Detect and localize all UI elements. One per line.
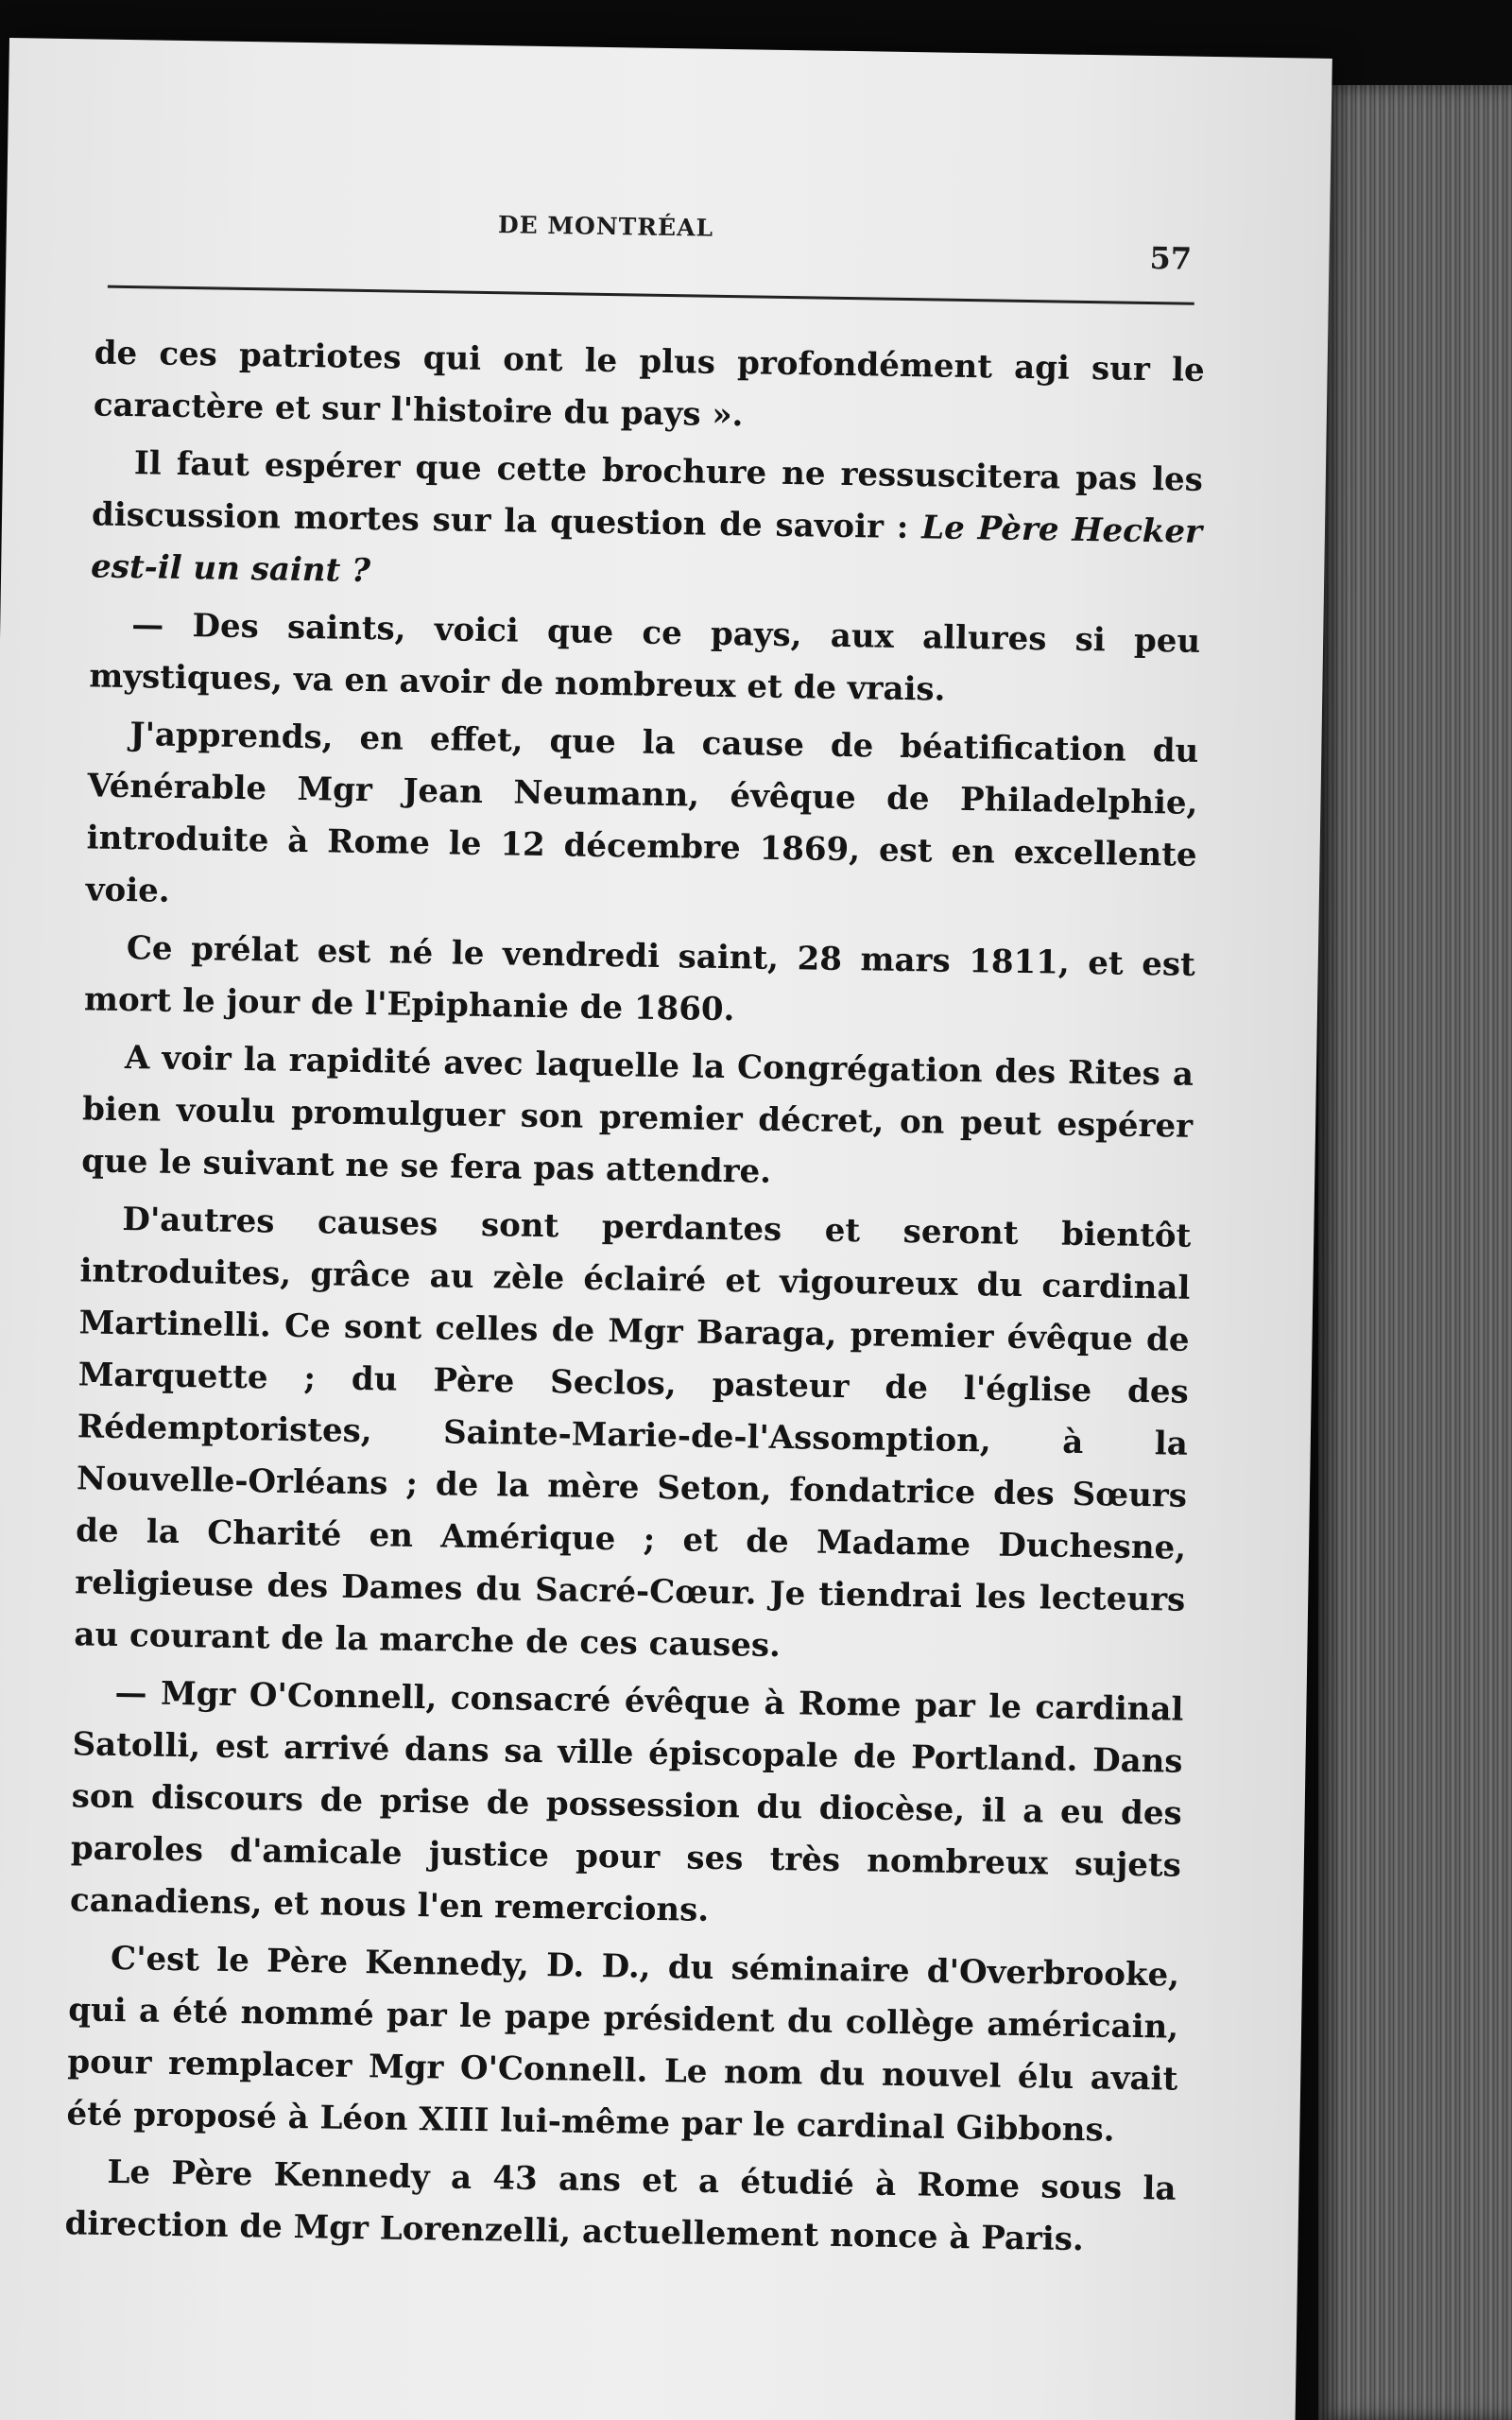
- paragraph: A voir la rapidité avec laquelle la Congrégation des Rites a bien voulu promulguer son premier décret, on peut espérer que le suivant ne se fera pas attendre.: [81, 1039, 1194, 1191]
- paragraph: Le Père Kennedy a 43 ans et a étudié à Rome sous la direction de Mgr Lorenzelli, actuellement nonce à Paris.: [64, 2152, 1177, 2259]
- header-rule: [108, 285, 1194, 305]
- body-text: [64, 327, 1205, 2273]
- paragraph: Il faut espérer que cette brochure ne ressuscitera pas les discussion mortes sur la question de savoir : Le Père Hecker est-il un saint ?: [90, 444, 1204, 591]
- paragraph: D'autres causes sont perdantes et seront bientôt introduites, grâce au zèle éclairé et vigoureux du cardinal Martinelli. Ce sont celles de Mgr Baraga, premier évêque de Marquette ; du Père Seclos, pasteur de l'église des Rédemptoristes, Sainte-Marie-de-l'Assomption, à la Nouvelle-Orléans ; de la mère Seton, fondatrice des Sœurs de la Charité en Amérique ; et de Madame Duchesne, religieuse des Dames du Sacré-Cœur. Je tiendrai les lecteurs au courant de la marche de ces causes.: [74, 1201, 1192, 1666]
- paragraph: J'apprends, en effet, que la cause de béatification du Vénérable Mgr Jean Neumann, évêque de Philadelphie, introduite à Rome le 12 décembre 1869, est en excellente voie.: [85, 716, 1199, 910]
- paragraph: — Des saints, voici que ce pays, aux allures si peu mystiques, va en avoir de nombreux et de vrais.: [89, 606, 1201, 709]
- paragraph: — Mgr O'Connell, consacré évêque à Rome par le cardinal Satolli, est arrivé dans sa ville épiscopale de Portland. Dans son discours de prise de possession du diocèse, il a eu des paroles d'amicale justice pour ses très nombreux sujets canadiens, et nous l'en remercions.: [69, 1673, 1184, 1929]
- paragraph: de ces patriotes qui ont le plus profondément agi sur le caractère et sur l'histoire du pays ».: [93, 334, 1205, 435]
- book-page: [0, 38, 1332, 2420]
- italic-title: Le Père Hecker est-il un saint ?: [90, 509, 1203, 591]
- page-number: 57: [1149, 239, 1193, 277]
- paragraph: C'est le Père Kennedy, D. D., du séminaire d'Overbrooke, qui a été nommé par le pape président du collège américain, pour remplacer Mgr O'Connell. Le nom du nouvel élu avait été proposé à Léon XIII lui-même par le cardinal Gibbons.: [66, 1939, 1180, 2150]
- running-title: DE MONTRÉAL: [497, 211, 714, 242]
- book-page-edges: [1318, 85, 1512, 2420]
- paragraph: Ce prélat est né le vendredi saint, 28 mars 1811, et est mort le jour de l'Epiphanie de 1860.: [83, 929, 1196, 1029]
